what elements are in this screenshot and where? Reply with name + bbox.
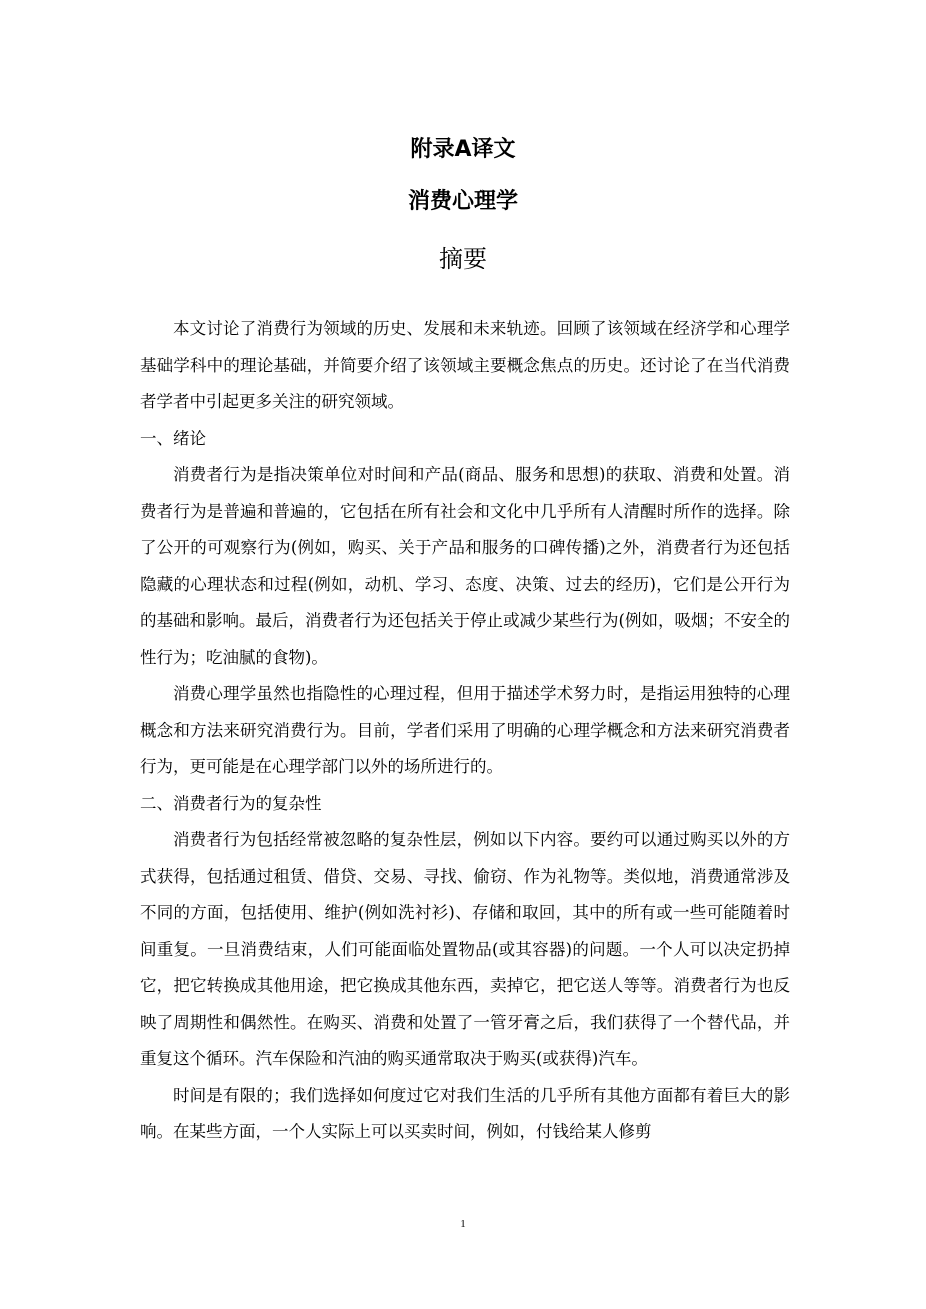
body-paragraph: 消费心理学虽然也指隐性的心理过程，但用于描述学术努力时，是指运用独特的心理概念和方法来研究消费行为。目前，学者们采用了明确的心理学概念和方法来研究消费者行为，更可能是在心理学部门以外的场所进行的。 (140, 684, 790, 776)
body-paragraph: 消费者行为包括经常被忽略的复杂性层，例如以下内容。要约可以通过购买以外的方式获得，包括通过租赁、借贷、交易、寻找、偷窃、作为礼物等。类似地，消费通常涉及不同的方面，包括使用、维护(例如洗衬衫)、存储和取回，其中的所有或一些可能随着时间重复。一旦消费结束，人们可能面临处置物品(或其容器)的问题。一个人可以决定扔掉它，把它转换成其他用途，把它换成其他东西，卖掉它，把它送人等等。消费者行为也反映了周期性和偶然性。在购买、消费和处置了一管牙膏之后，我们获得了一个替代品，并重复这个循环。汽车保险和汽油的购买通常取决于购买(或获得)汽车。 (140, 830, 790, 1068)
abstract-paragraph: 本文讨论了消费行为领域的历史、发展和未来轨迹。回顾了该领域在经济学和心理学基础学科中的理论基础，并简要介绍了该领域主要概念焦点的历史。还讨论了在当代消费者学者中引起更多关注的研究领域。 (140, 319, 790, 411)
body-paragraph: 消费者行为是指决策单位对时间和产品(商品、服务和思想)的获取、消费和处置。消费者行为是普遍和普遍的，它包括在所有社会和文化中几乎所有人清醒时所作的选择。除了公开的可观察行为(例如，购买、关于产品和服务的口碑传播)之外，消费者行为还包括隐藏的心理状态和过程(例如，动机、学习、态度、决策、过去的经历)，它们是公开行为的基础和影响。最后，消费者行为还包括关于停止或减少某些行为(例如，吸烟；不安全的性行为；吃油腻的食物)。 (140, 465, 790, 667)
paper-title: 消费心理学 (407, 189, 518, 214)
document-body (140, 311, 790, 1151)
section-heading-introduction: 一、绪论 (140, 428, 206, 448)
page-number: 1 (460, 1218, 466, 1230)
section-heading-complexity: 二、消费者行为的复杂性 (140, 793, 322, 813)
abstract-heading: 摘要 (439, 245, 487, 273)
appendix-title: 附录A译文 (410, 137, 516, 162)
body-paragraph: 时间是有限的；我们选择如何度过它对我们生活的几乎所有其他方面都有着巨大的影响。在某些方面，一个人实际上可以买卖时间，例如，付钱给某人修剪 (140, 1085, 790, 1141)
